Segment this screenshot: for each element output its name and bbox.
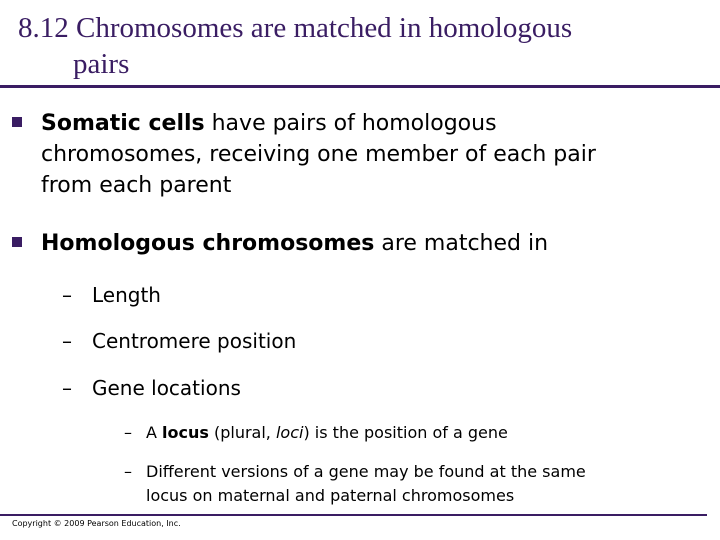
bullet-text-line-1: have pairs of homologous bbox=[204, 111, 497, 136]
bullet-term-somatic-cells: Somatic cells bbox=[41, 111, 205, 136]
subitem-text: Length bbox=[92, 283, 161, 307]
subsubitem-locus-definition bbox=[124, 421, 704, 445]
subsubitem-text bbox=[146, 421, 704, 445]
title-line-2: pairs bbox=[73, 48, 130, 80]
footer-divider bbox=[0, 514, 707, 516]
subitem-text: Gene locations bbox=[92, 376, 241, 400]
dash-icon: – bbox=[124, 423, 132, 442]
bullet-term-homologous-chromosomes: Homologous chromosomes bbox=[41, 231, 375, 256]
bullet-somatic-cells bbox=[12, 108, 702, 201]
bullet-text-line-2: chromosomes, receiving one member of each pair bbox=[41, 142, 596, 167]
bullet-homologous-chromosomes bbox=[12, 228, 702, 259]
term-loci: loci bbox=[275, 423, 304, 442]
bullet-text bbox=[41, 228, 702, 259]
dash-icon: – bbox=[62, 283, 72, 307]
subitem-centromere-position bbox=[62, 327, 702, 355]
dash-icon: – bbox=[62, 329, 72, 353]
copyright-notice: Copyright © 2009 Pearson Education, Inc. bbox=[12, 519, 181, 528]
title-divider bbox=[0, 85, 720, 88]
text-segment: ) is the position of a gene bbox=[303, 423, 508, 442]
subsubitem-text bbox=[146, 460, 704, 508]
subitem-text: Centromere position bbox=[92, 329, 297, 353]
subitem-gene-locations bbox=[62, 374, 702, 402]
bullet-text-rest: are matched in bbox=[374, 231, 549, 256]
bullet-text bbox=[41, 108, 702, 201]
subitem-length bbox=[62, 281, 702, 309]
dash-icon: – bbox=[124, 462, 132, 481]
text-line-2: locus on maternal and paternal chromosomes bbox=[146, 486, 515, 505]
slide-title bbox=[18, 10, 708, 82]
text-segment: A bbox=[146, 423, 163, 442]
term-locus: locus bbox=[162, 423, 209, 442]
text-line-1: Different versions of a gene may be found at the same bbox=[146, 462, 586, 481]
bullet-text-line-3: from each parent bbox=[41, 173, 232, 198]
text-segment: (plural, bbox=[208, 423, 276, 442]
subsubitem-gene-versions bbox=[124, 460, 704, 508]
title-line-1: 8.12 Chromosomes are matched in homologous bbox=[18, 12, 573, 44]
square-bullet-icon bbox=[12, 237, 22, 247]
dash-icon: – bbox=[62, 376, 72, 400]
square-bullet-icon bbox=[12, 117, 22, 127]
